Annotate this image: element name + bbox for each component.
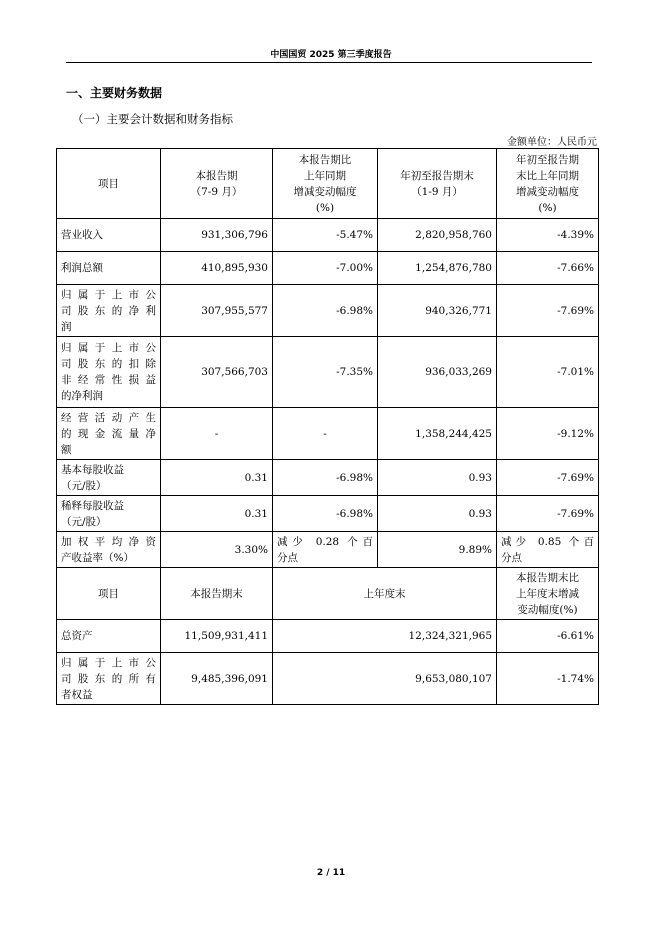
cell-ytd-change: -9.12% <box>497 408 599 460</box>
row-label: 总资产 <box>57 620 161 653</box>
cell-current-period-change: -6.98% <box>273 496 378 532</box>
cell-current-period: 3.30% <box>161 532 273 568</box>
cell-current-period-change: -6.98% <box>273 285 378 337</box>
section-title: 一、主要财务数据 <box>66 86 163 100</box>
cell-ytd: 0.93 <box>378 496 497 532</box>
cell-current-period: 0.31 <box>161 460 273 496</box>
table-row-total-assets <box>57 620 599 653</box>
header-item: 项目 <box>57 149 161 219</box>
table1-header-row <box>57 149 599 219</box>
row-label: 稀释每股收益 （元/股） <box>57 496 161 532</box>
cell-ytd: 9.89% <box>378 532 497 568</box>
table-row-roe <box>57 532 599 568</box>
cell-current-period-change: -5.47% <box>273 219 378 252</box>
cell-period-end: 11,509,931,411 <box>161 620 273 653</box>
cell-ytd-change: -7.69% <box>497 496 599 532</box>
table-row-total-profit <box>57 252 599 285</box>
row-label: 利润总额 <box>57 252 161 285</box>
table-row-operating-cash-flow <box>57 408 599 460</box>
header-period-end-change: 本报告期末比 上年度末增减 变动幅度(%) <box>497 568 599 620</box>
cell-current-period: 307,955,577 <box>161 285 273 337</box>
cell-current-period: 410,895,930 <box>161 252 273 285</box>
cell-current-period-change: 减少 0.28 个百 分点 <box>273 532 378 568</box>
cell-ytd: 0.93 <box>378 460 497 496</box>
header-current-period: 本报告期 （7-9 月） <box>161 149 273 219</box>
cell-current-period-change: -6.98% <box>273 460 378 496</box>
header-ytd-change: 年初至报告期 末比上年同期 增减变动幅度 (%) <box>497 149 599 219</box>
cell-ytd-change: -7.01% <box>497 337 599 408</box>
cell-period-end-change: -1.74% <box>497 653 599 705</box>
cell-ytd-change: 减少 0.85 个百 分点 <box>497 532 599 568</box>
row-label: 基本每股收益 （元/股） <box>57 460 161 496</box>
table2-header-row <box>57 568 599 620</box>
cell-ytd: 936,033,269 <box>378 337 497 408</box>
cell-ytd: 1,358,244,425 <box>378 408 497 460</box>
cell-current-period-change: - <box>273 408 378 460</box>
header-prior-year-end: 上年度末 <box>273 568 497 620</box>
cell-current-period: - <box>161 408 273 460</box>
table-row-diluted-eps <box>57 496 599 532</box>
table-row-net-profit-deducted <box>57 337 599 408</box>
page-header-title: 中国国贸 2025 第三季度报告 <box>270 50 392 60</box>
table-row-revenue <box>57 219 599 252</box>
cell-current-period: 931,306,796 <box>161 219 273 252</box>
header-item: 项目 <box>57 568 161 620</box>
cell-ytd-change: -4.39% <box>497 219 599 252</box>
cell-prior-year-end: 9,653,080,107 <box>273 653 497 705</box>
page-number: 2 / 11 <box>316 868 346 878</box>
table-row-basic-eps <box>57 460 599 496</box>
cell-current-period: 307,566,703 <box>161 337 273 408</box>
cell-ytd: 940,326,771 <box>378 285 497 337</box>
header-ytd: 年初至报告期末 （1-9 月） <box>378 149 497 219</box>
row-label: 归属于上市公 司股东的所有 者权益 <box>57 653 161 705</box>
row-label: 经营活动产生 的现金流量净 额 <box>57 408 161 460</box>
financial-data-table <box>56 148 599 705</box>
cell-current-period: 0.31 <box>161 496 273 532</box>
subsection-title: （一）主要会计数据和财务指标 <box>72 112 233 126</box>
row-label: 归属于上市公 司股东的扣除 非经常性损益 的净利润 <box>57 337 161 408</box>
currency-unit-note: 金额单位：人民币元 <box>507 137 597 148</box>
row-label: 归属于上市公 司股东的净利 润 <box>57 285 161 337</box>
table-row-shareholder-equity <box>57 653 599 705</box>
cell-ytd-change: -7.66% <box>497 252 599 285</box>
header-period-end: 本报告期末 <box>161 568 273 620</box>
cell-current-period-change: -7.35% <box>273 337 378 408</box>
cell-ytd: 2,820,958,760 <box>378 219 497 252</box>
cell-ytd-change: -7.69% <box>497 460 599 496</box>
table-row-net-profit <box>57 285 599 337</box>
header-divider <box>66 62 592 63</box>
cell-period-end: 9,485,396,091 <box>161 653 273 705</box>
row-label: 营业收入 <box>57 219 161 252</box>
cell-period-end-change: -6.61% <box>497 620 599 653</box>
cell-ytd: 1,254,876,780 <box>378 252 497 285</box>
cell-current-period-change: -7.00% <box>273 252 378 285</box>
cell-prior-year-end: 12,324,321,965 <box>273 620 497 653</box>
row-label: 加权平均净资 产收益率（%） <box>57 532 161 568</box>
cell-ytd-change: -7.69% <box>497 285 599 337</box>
header-current-period-change: 本报告期比 上年同期 增减变动幅度 (%) <box>273 149 378 219</box>
